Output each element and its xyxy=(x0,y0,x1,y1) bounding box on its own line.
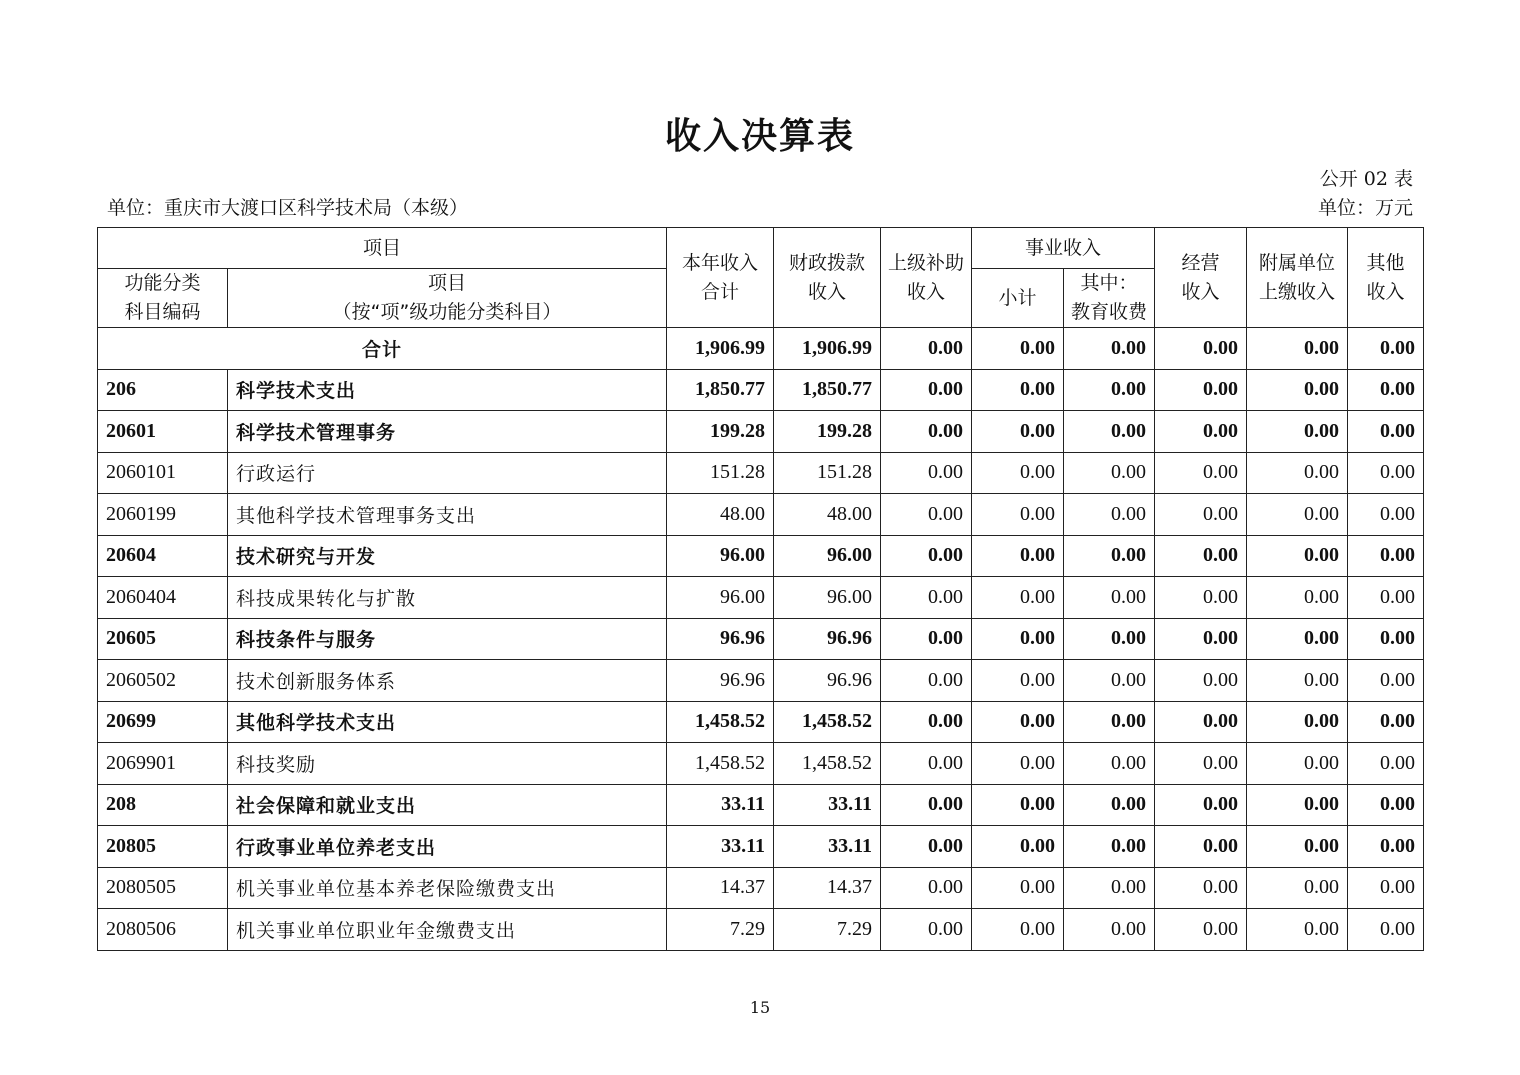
cell-value: 0.00 xyxy=(1247,743,1348,785)
cell-value: 0.00 xyxy=(1155,701,1247,743)
cell-value: 0.00 xyxy=(972,743,1064,785)
cell-name: 行政事业单位养老支出 xyxy=(228,826,667,868)
cell-name: 机关事业单位基本养老保险缴费支出 xyxy=(228,867,667,909)
reporting-unit: 单位：重庆市大渡口区科学技术局（本级） xyxy=(107,197,469,219)
cell-value: 0.00 xyxy=(881,826,972,868)
cell-value: 0.00 xyxy=(1247,618,1348,660)
cell-value: 7.29 xyxy=(774,909,881,951)
cell-code: 2060199 xyxy=(98,494,228,536)
cell-value: 0.00 xyxy=(1247,784,1348,826)
header-education-fees: 其中： 教育收费 xyxy=(1064,269,1155,328)
cell-value: 0.00 xyxy=(1155,826,1247,868)
cell-value: 0.00 xyxy=(881,743,972,785)
cell-value: 151.28 xyxy=(667,452,774,494)
total-label: 合计 xyxy=(98,328,667,370)
cell-value: 0.00 xyxy=(972,328,1064,370)
cell-code: 20699 xyxy=(98,701,228,743)
table-row xyxy=(98,618,1424,660)
cell-value: 33.11 xyxy=(774,784,881,826)
cell-code: 208 xyxy=(98,784,228,826)
cell-value: 0.00 xyxy=(972,867,1064,909)
cell-value: 33.11 xyxy=(667,826,774,868)
cell-value: 1,458.52 xyxy=(774,743,881,785)
header-subtotal: 小计 xyxy=(972,269,1064,328)
cell-value: 0.00 xyxy=(972,826,1064,868)
cell-value: 33.11 xyxy=(774,826,881,868)
form-number: 公开 02 表 xyxy=(1319,168,1413,190)
table-row xyxy=(98,411,1424,453)
cell-value: 0.00 xyxy=(881,660,972,702)
cell-value: 96.96 xyxy=(774,660,881,702)
cell-value: 0.00 xyxy=(1155,618,1247,660)
table-row xyxy=(98,826,1424,868)
cell-value: 0.00 xyxy=(1247,494,1348,536)
cell-value: 0.00 xyxy=(1064,577,1155,619)
cell-value: 0.00 xyxy=(1348,452,1424,494)
cell-value: 0.00 xyxy=(972,784,1064,826)
cell-value: 0.00 xyxy=(1348,826,1424,868)
cell-value: 0.00 xyxy=(881,867,972,909)
cell-code: 20604 xyxy=(98,535,228,577)
cell-value: 0.00 xyxy=(1064,535,1155,577)
cell-name: 技术研究与开发 xyxy=(228,535,667,577)
cell-name: 其他科学技术支出 xyxy=(228,701,667,743)
table-row xyxy=(98,369,1424,411)
cell-value: 1,906.99 xyxy=(774,328,881,370)
cell-value: 0.00 xyxy=(1064,909,1155,951)
cell-value: 0.00 xyxy=(1155,535,1247,577)
header-affiliate: 附属单位 上缴收入 xyxy=(1247,228,1348,328)
header-total: 本年收入 合计 xyxy=(667,228,774,328)
cell-value: 0.00 xyxy=(972,660,1064,702)
table-row xyxy=(98,701,1424,743)
cell-value: 0.00 xyxy=(1064,411,1155,453)
cell-value: 0.00 xyxy=(972,494,1064,536)
cell-name: 科学技术管理事务 xyxy=(228,411,667,453)
cell-value: 0.00 xyxy=(972,577,1064,619)
cell-value: 0.00 xyxy=(1247,411,1348,453)
cell-name: 科学技术支出 xyxy=(228,369,667,411)
cell-value: 0.00 xyxy=(1155,784,1247,826)
cell-code: 20805 xyxy=(98,826,228,868)
total-row xyxy=(98,328,1424,370)
table-row xyxy=(98,535,1424,577)
cell-value: 0.00 xyxy=(1348,867,1424,909)
cell-value: 0.00 xyxy=(881,452,972,494)
cell-value: 0.00 xyxy=(1064,452,1155,494)
header-project: 项目 xyxy=(98,228,667,269)
cell-value: 0.00 xyxy=(881,909,972,951)
cell-value: 0.00 xyxy=(1064,494,1155,536)
cell-name: 科技成果转化与扩散 xyxy=(228,577,667,619)
cell-value: 0.00 xyxy=(972,369,1064,411)
cell-name: 社会保障和就业支出 xyxy=(228,784,667,826)
cell-value: 0.00 xyxy=(1064,701,1155,743)
header-career: 事业收入 xyxy=(972,228,1155,269)
table-row xyxy=(98,660,1424,702)
cell-value: 151.28 xyxy=(774,452,881,494)
header-superior: 上级补助 收入 xyxy=(881,228,972,328)
cell-value: 0.00 xyxy=(1155,909,1247,951)
cell-value: 0.00 xyxy=(1247,577,1348,619)
cell-value: 0.00 xyxy=(1064,784,1155,826)
cell-value: 0.00 xyxy=(881,618,972,660)
cell-value: 0.00 xyxy=(1064,328,1155,370)
cell-value: 0.00 xyxy=(1348,411,1424,453)
header-fiscal: 财政拨款 收入 xyxy=(774,228,881,328)
cell-value: 0.00 xyxy=(881,535,972,577)
page-title: 收入决算表 xyxy=(664,116,855,157)
cell-value: 0.00 xyxy=(972,535,1064,577)
cell-value: 0.00 xyxy=(972,452,1064,494)
cell-value: 96.00 xyxy=(667,535,774,577)
header-code: 功能分类 科目编码 xyxy=(98,269,228,328)
income-table xyxy=(97,227,1424,951)
table-row xyxy=(98,494,1424,536)
cell-value: 0.00 xyxy=(1348,494,1424,536)
table-row xyxy=(98,743,1424,785)
cell-value: 1,458.52 xyxy=(774,701,881,743)
cell-code: 2069901 xyxy=(98,743,228,785)
cell-value: 1,850.77 xyxy=(667,369,774,411)
cell-value: 96.96 xyxy=(667,660,774,702)
cell-name: 机关事业单位职业年金缴费支出 xyxy=(228,909,667,951)
cell-value: 14.37 xyxy=(667,867,774,909)
cell-value: 0.00 xyxy=(1155,411,1247,453)
cell-code: 206 xyxy=(98,369,228,411)
cell-code: 20605 xyxy=(98,618,228,660)
cell-value: 14.37 xyxy=(774,867,881,909)
cell-value: 33.11 xyxy=(667,784,774,826)
cell-value: 199.28 xyxy=(667,411,774,453)
cell-value: 0.00 xyxy=(881,328,972,370)
cell-name: 技术创新服务体系 xyxy=(228,660,667,702)
cell-code: 2080506 xyxy=(98,909,228,951)
cell-value: 0.00 xyxy=(1155,369,1247,411)
cell-value: 0.00 xyxy=(1155,867,1247,909)
cell-value: 1,458.52 xyxy=(667,743,774,785)
cell-value: 0.00 xyxy=(972,411,1064,453)
cell-value: 0.00 xyxy=(1247,909,1348,951)
cell-value: 48.00 xyxy=(774,494,881,536)
table-row xyxy=(98,784,1424,826)
cell-value: 0.00 xyxy=(1348,328,1424,370)
cell-value: 1,850.77 xyxy=(774,369,881,411)
header-business: 经营 收入 xyxy=(1155,228,1247,328)
cell-value: 1,458.52 xyxy=(667,701,774,743)
cell-name: 科技奖励 xyxy=(228,743,667,785)
cell-value: 0.00 xyxy=(1247,867,1348,909)
table-row xyxy=(98,867,1424,909)
cell-name: 科技条件与服务 xyxy=(228,618,667,660)
cell-value: 0.00 xyxy=(972,909,1064,951)
cell-value: 199.28 xyxy=(774,411,881,453)
cell-value: 0.00 xyxy=(1064,826,1155,868)
cell-value: 7.29 xyxy=(667,909,774,951)
cell-code: 2060502 xyxy=(98,660,228,702)
cell-value: 0.00 xyxy=(1247,701,1348,743)
cell-value: 96.96 xyxy=(774,618,881,660)
cell-value: 0.00 xyxy=(972,701,1064,743)
cell-value: 0.00 xyxy=(1348,701,1424,743)
cell-value: 0.00 xyxy=(1247,826,1348,868)
cell-value: 96.00 xyxy=(774,577,881,619)
cell-value: 0.00 xyxy=(1155,660,1247,702)
cell-value: 0.00 xyxy=(881,369,972,411)
cell-value: 0.00 xyxy=(1348,577,1424,619)
cell-value: 0.00 xyxy=(1247,452,1348,494)
currency-unit: 单位：万元 xyxy=(1317,197,1413,219)
cell-value: 1,906.99 xyxy=(667,328,774,370)
cell-value: 0.00 xyxy=(881,494,972,536)
cell-value: 0.00 xyxy=(1064,369,1155,411)
cell-value: 0.00 xyxy=(1348,660,1424,702)
cell-value: 0.00 xyxy=(881,784,972,826)
cell-value: 0.00 xyxy=(1064,660,1155,702)
cell-value: 96.00 xyxy=(774,535,881,577)
page-number: 15 xyxy=(749,998,771,1017)
cell-value: 0.00 xyxy=(1348,909,1424,951)
cell-value: 0.00 xyxy=(1155,494,1247,536)
cell-name: 行政运行 xyxy=(228,452,667,494)
table-row xyxy=(98,909,1424,951)
cell-value: 0.00 xyxy=(1348,535,1424,577)
table-row xyxy=(98,577,1424,619)
cell-value: 0.00 xyxy=(1155,452,1247,494)
header-other: 其他 收入 xyxy=(1348,228,1424,328)
cell-value: 0.00 xyxy=(972,618,1064,660)
cell-value: 0.00 xyxy=(1348,618,1424,660)
cell-code: 20601 xyxy=(98,411,228,453)
table-row xyxy=(98,452,1424,494)
cell-value: 0.00 xyxy=(1247,535,1348,577)
cell-value: 0.00 xyxy=(1064,618,1155,660)
cell-value: 0.00 xyxy=(1247,369,1348,411)
cell-value: 0.00 xyxy=(1348,743,1424,785)
cell-value: 0.00 xyxy=(1155,328,1247,370)
header-name: 项目 （按“项”级功能分类科目） xyxy=(228,269,667,328)
cell-value: 0.00 xyxy=(1348,784,1424,826)
cell-value: 96.96 xyxy=(667,618,774,660)
cell-value: 0.00 xyxy=(881,701,972,743)
cell-value: 0.00 xyxy=(881,577,972,619)
cell-code: 2080505 xyxy=(98,867,228,909)
cell-value: 0.00 xyxy=(1155,577,1247,619)
cell-value: 96.00 xyxy=(667,577,774,619)
cell-value: 0.00 xyxy=(881,411,972,453)
cell-value: 0.00 xyxy=(1155,743,1247,785)
cell-value: 0.00 xyxy=(1348,369,1424,411)
cell-name: 其他科学技术管理事务支出 xyxy=(228,494,667,536)
cell-value: 0.00 xyxy=(1247,328,1348,370)
cell-code: 2060101 xyxy=(98,452,228,494)
cell-value: 48.00 xyxy=(667,494,774,536)
cell-code: 2060404 xyxy=(98,577,228,619)
cell-value: 0.00 xyxy=(1247,660,1348,702)
cell-value: 0.00 xyxy=(1064,867,1155,909)
cell-value: 0.00 xyxy=(1064,743,1155,785)
